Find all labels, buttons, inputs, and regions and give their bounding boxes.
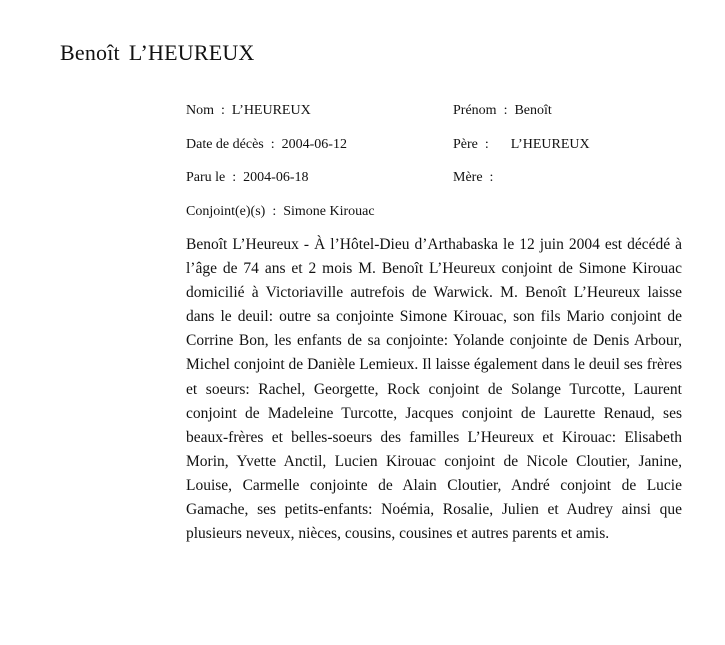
field-separator: :	[232, 170, 237, 185]
field-prenom-value: Benoît	[514, 103, 552, 118]
field-nom-value: L’HEUREUX	[231, 103, 311, 118]
title-last-name: L’HEUREUX	[128, 40, 255, 65]
field-separator: :	[489, 170, 494, 185]
field-paru-le-label: Paru le	[186, 170, 226, 185]
field-mere-label: Mère	[453, 170, 483, 185]
page-title	[60, 40, 255, 66]
field-prenom	[453, 102, 552, 120]
field-pere	[453, 136, 590, 154]
field-separator: :	[221, 103, 225, 118]
field-nom-label: Nom	[186, 103, 214, 118]
obituary-text: Benoît L’Heureux - À l’Hôtel-Dieu d’Arthabaska le 12 juin 2004 est décédé à l’âge de 74 ans et 2 mois M. Benoît L’Heureux conjoint de Simone Kirouac domicilié à Victoriaville autrefois de Warwick. M. Benoît L’Heureux laisse dans le deuil: outre sa conjointe Simone Kirouac, son fils Mario conjoint de Corrine Bon, les enfants de sa conjointe: Yolande conjointe de Denis Arbour, Michel conjoint de Danièle Lemieux. Il laisse également dans le deuil ses frères et soeurs: Rachel, Georgette, Rock conjoint de Solange Turcotte, Laurent conjoint de Madeleine Turcotte, Jacques conjoint de Laurette Renaud, ses beaux-frères et belles-soeurs des familles L’Heureux et Kirouac: Elisabeth Morin, Yvette Anctil, Lucien Kirouac conjoint de Nicole Cloutier, Janine, Louise, Carmelle conjointe de Alain Cloutier, André conjoint de Lucie Gamache, ses petits-enfants: Noémia, Rosalie, Julien et Audrey ainsi que plusieurs neveux, nièces, cousins, cousines et autres parents et amis.	[186, 236, 682, 543]
field-conjoint-value: Simone Kirouac	[283, 204, 375, 219]
field-separator: :	[270, 137, 275, 152]
field-mere	[453, 169, 500, 187]
field-date-deces	[186, 136, 347, 154]
field-separator: :	[503, 103, 508, 118]
field-date-deces-value: 2004-06-12	[281, 137, 347, 152]
field-paru-le	[186, 169, 308, 187]
field-conjoint-label: Conjoint(e)(s)	[186, 204, 266, 219]
field-prenom-label: Prénom	[453, 103, 497, 118]
field-nom	[186, 102, 311, 120]
field-pere-value: L’HEUREUX	[510, 137, 590, 152]
field-date-deces-label: Date de décès	[186, 137, 264, 152]
field-pere-label: Père	[453, 137, 478, 152]
title-first-name: Benoît	[60, 40, 120, 65]
field-separator: :	[484, 137, 489, 152]
field-conjoint	[186, 203, 375, 221]
field-paru-le-value: 2004-06-18	[243, 170, 309, 185]
field-separator: :	[272, 204, 277, 219]
